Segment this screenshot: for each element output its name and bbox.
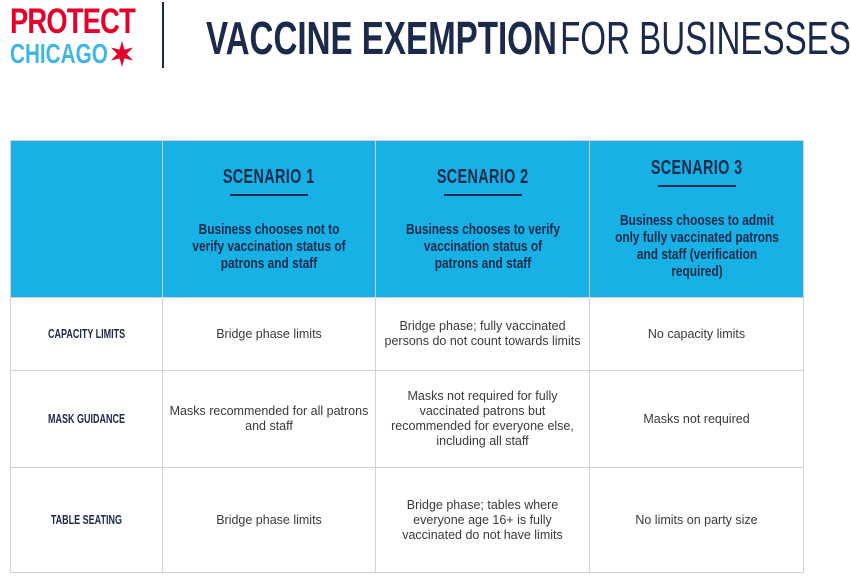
table-cell: Bridge phase; fully vaccinated persons do not count towards limits: [376, 298, 590, 371]
table-cell: No capacity limits: [590, 298, 804, 371]
scenario-title: SCENARIO 3: [650, 157, 743, 179]
table-cell: No limits on party size: [590, 468, 804, 573]
header-divider: [162, 2, 164, 68]
table-row-capacity-limits: [11, 298, 804, 371]
page-title: [206, 14, 851, 74]
chicago-star-icon: [110, 41, 134, 67]
logo-line-protect: PROTECT: [10, 2, 135, 41]
scenario-underline: [658, 185, 736, 187]
exemption-table: [10, 140, 804, 573]
scenario-description: Business chooses to admit only fully vaccinated patrons and staff (verification required): [614, 213, 779, 280]
protect-chicago-logo: [10, 4, 140, 70]
table-row-table-seating: [11, 468, 804, 573]
scenario-underline: [444, 194, 522, 196]
table-cell: Masks recommended for all patrons and staff: [163, 371, 376, 468]
scenario-1-header: [163, 141, 376, 298]
table-cell: Bridge phase; tables where everyone age 16+ is fully vaccinated do not have limits: [376, 468, 590, 573]
table-corner-cell: [11, 141, 163, 298]
row-label-cell: [11, 298, 163, 371]
table-cell: Masks not required: [590, 371, 804, 468]
row-label-cell: [11, 371, 163, 468]
row-label: MASK GUIDANCE: [47, 412, 125, 426]
scenario-3-header: [590, 141, 804, 298]
row-label-cell: [11, 468, 163, 573]
table-header-row: [11, 141, 804, 298]
logo-line-chicago: CHICAGO: [10, 38, 108, 69]
scenario-2-header: [376, 141, 590, 298]
table-cell: Bridge phase limits: [163, 298, 376, 371]
scenario-title: SCENARIO 1: [223, 165, 315, 188]
page-title-bold: VACCINE EXEMPTION: [206, 12, 557, 64]
table-cell: Bridge phase limits: [163, 468, 376, 573]
row-label: CAPACITY LIMITS: [47, 327, 126, 341]
table-cell: Masks not required for fully vaccinated patrons but recommended for everyone else, including all staff: [376, 371, 590, 468]
scenario-description: Business chooses to verify vaccination status of patrons and staff: [405, 221, 560, 272]
table-row-mask-guidance: [11, 371, 804, 468]
scenario-description: Business chooses not to verify vaccination status of patrons and staff: [192, 221, 346, 272]
row-label: TABLE SEATING: [50, 513, 123, 527]
page-title-light: FOR BUSINESSES: [560, 12, 851, 64]
scenario-title: SCENARIO 2: [436, 165, 529, 188]
scenario-underline: [230, 194, 308, 196]
